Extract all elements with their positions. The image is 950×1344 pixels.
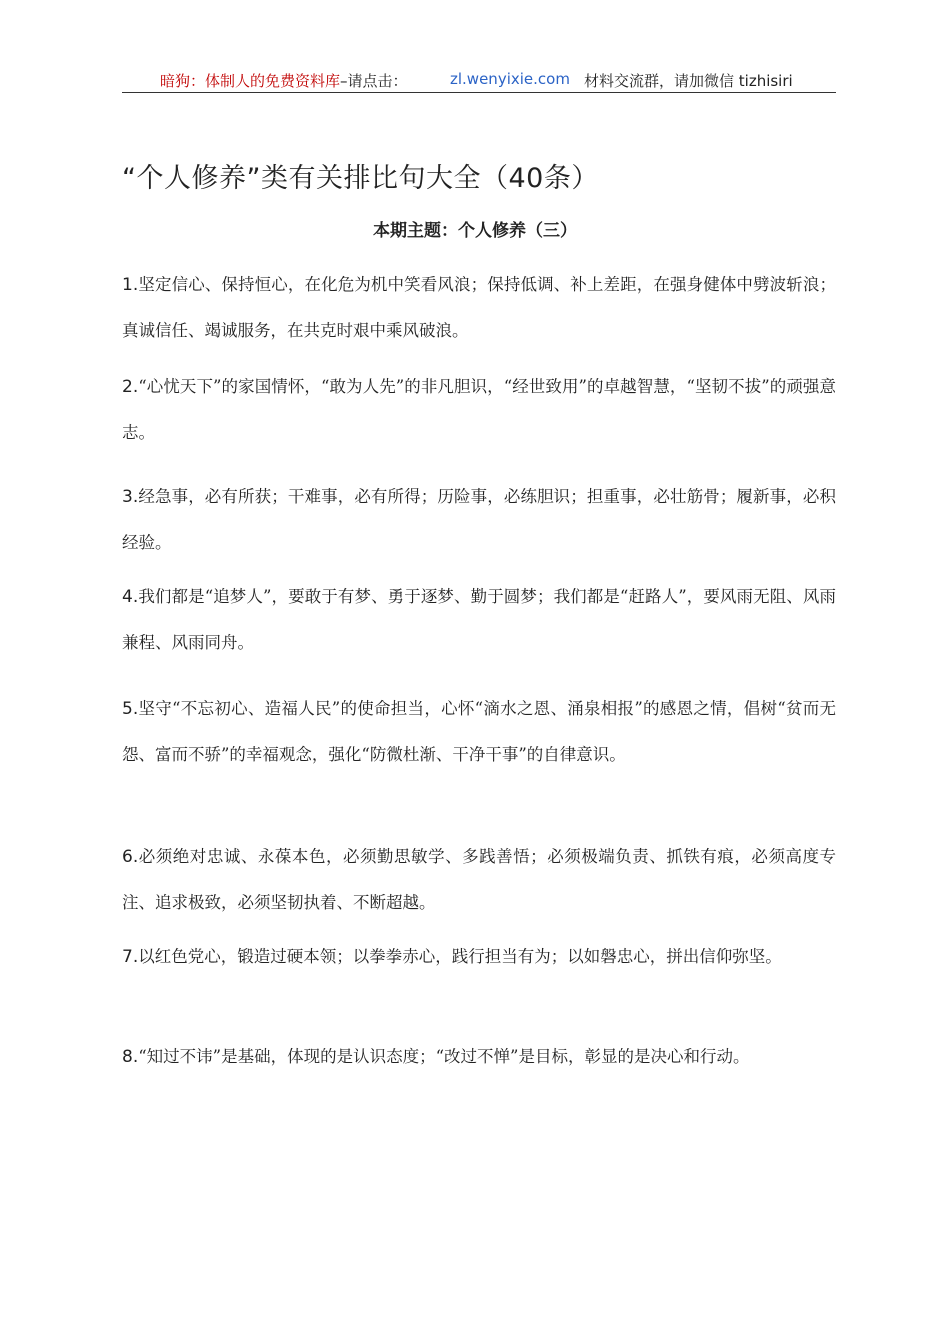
list-item [122,474,836,566]
item-text: 经急事，必有所获；干难事，必有所得；历险事，必练胆识；担重事，必壮筋骨；履新事，必积经验。 [122,487,836,552]
list-item [122,834,836,926]
header-promo-text: 暗狗：体制人的免费资料库 [160,72,341,90]
header-click-text: –请点击： [340,72,408,90]
item-number: 3. [122,487,139,507]
item-number: 8. [122,1047,139,1067]
item-text: 以红色党心，锻造过硬本领；以拳拳赤心，践行担当有为；以如磐忠心，拼出信仰弥坚。 [138,947,782,966]
item-text: 坚守“不忘初心、造福人民”的使命担当，心怀“滴水之恩、涌泉相报”的感恩之情，倡树“贫而无怨、富而不骄”的幸福观念，强化“防微杜渐、干净干事”的自律意识。 [122,699,836,764]
list-item [122,262,836,354]
item-text: 我们都是“追梦人”，要敢于有梦、勇于逐梦、勤于圆梦；我们都是“赶路人”，要风雨无阻、风雨兼程、风雨同舟。 [122,587,836,652]
header-contact-text: 材料交流群，请加微信 tizhisiri [584,72,793,90]
document-title: “个人修养”类有关排比句大全（40条） [122,163,599,194]
list-item [122,574,836,666]
item-number: 6. [122,847,139,867]
item-text: 坚定信心、保持恒心，在化危为机中笑看风浪；保持低调、补上差距，在强身健体中劈波斩浪；真诚信任、竭诚服务，在共克时艰中乘风破浪。 [122,275,836,340]
header-divider [122,92,836,93]
list-item [122,686,836,778]
item-number: 2. [122,377,139,397]
item-number: 4. [122,587,139,607]
item-text: “心忧天下”的家国情怀，“敢为人先”的非凡胆识，“经世致用”的卓越智慧，“坚韧不拔”的顽强意志。 [122,377,836,442]
list-item [122,1034,836,1080]
header-promo[interactable] [160,70,408,91]
item-text: “知过不讳”是基础，体现的是认识态度；“改过不惮”是目标，彰显的是决心和行动。 [138,1047,750,1066]
item-number: 5. [122,699,139,719]
item-number: 1. [122,275,139,295]
list-item [122,364,836,456]
list-item [122,934,836,980]
header-url-link[interactable]: zl.wenyixie.com [450,70,570,88]
document-subtitle: 本期主题：个人修养（三） [373,221,577,241]
page-header [122,66,836,92]
item-text: 必须绝对忠诚、永葆本色，必须勤思敏学、多践善悟；必须极端负责、抓铁有痕，必须高度专注、追求极致，必须坚韧执着、不断超越。 [122,847,836,912]
item-number: 7. [122,947,139,967]
